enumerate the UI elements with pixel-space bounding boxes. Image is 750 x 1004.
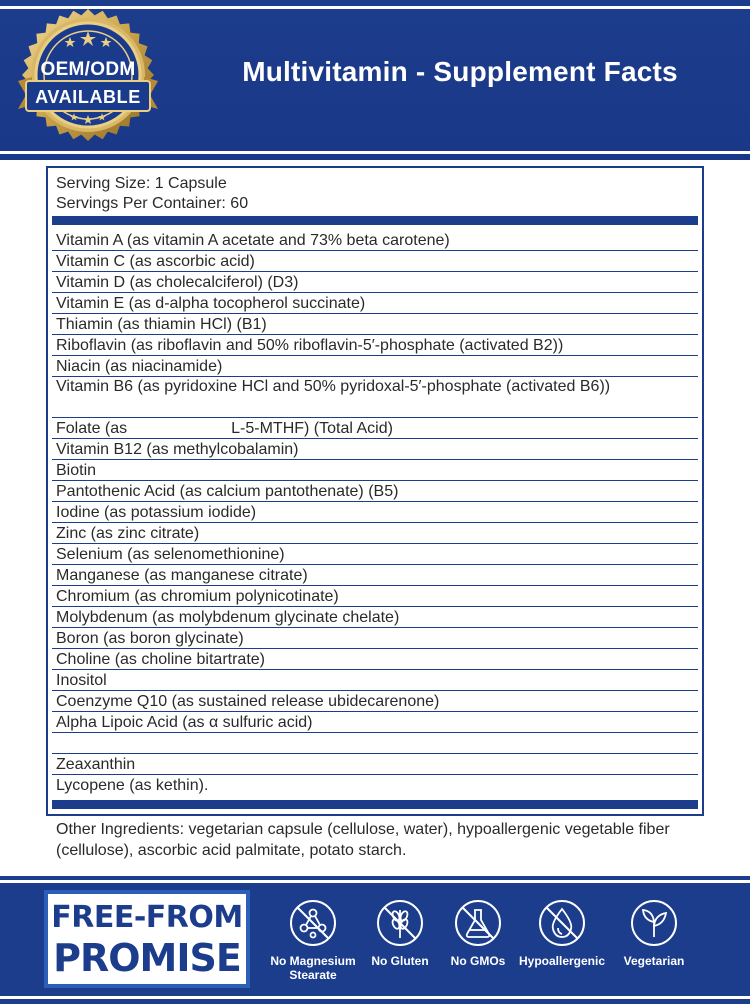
feature-vegetarian: [606, 898, 702, 968]
free-from-promise-box: [44, 890, 250, 988]
ingredient-row: Vitamin E (as d-alpha tocopherol succinate): [52, 293, 698, 314]
promise-line-2: PROMISE: [53, 936, 241, 980]
leaf-icon: [629, 898, 679, 948]
serving-size: Serving Size: 1 Capsule: [56, 175, 227, 192]
ingredient-row: Choline (as choline bitartrate): [52, 649, 698, 670]
ingredient-row: Molybdenum (as molybdenum glycinate chelate): [52, 607, 698, 628]
promise-line-1: FREE-FROM: [51, 900, 243, 935]
wheat-icon: [375, 898, 425, 948]
ingredient-row: Alpha Lipoic Acid (as α sulfuric acid): [52, 712, 698, 733]
ingredient-row: Thiamin (as thiamin HCl) (B1): [52, 314, 698, 335]
ingredient-row-blank: [52, 733, 698, 754]
ingredient-row: Vitamin D (as cholecalciferol) (D3): [52, 272, 698, 293]
feature-label: No GMOs: [450, 954, 506, 968]
feature-label: Hypoallergenic: [518, 954, 606, 968]
feature-label: No Magnesium Stearate: [270, 954, 356, 982]
footer-stripe-top: [0, 880, 750, 883]
ingredient-row: Vitamin C (as ascorbic acid): [52, 251, 698, 272]
ingredient-row: Vitamin A (as vitamin A acetate and 73% beta carotene): [52, 230, 698, 251]
page-title: Multivitamin - Supplement Facts: [242, 56, 678, 87]
footer-band: [0, 876, 750, 1004]
supplement-facts-panel: [46, 166, 704, 816]
badge-oem-odm-text: OEM/ODM: [40, 59, 136, 80]
ingredient-row: Selenium (as selenomethionine): [52, 544, 698, 565]
ingredient-row: Zeaxanthin: [52, 754, 698, 775]
feature-label: No Gluten: [371, 954, 429, 968]
footer-stripe-bottom: [0, 996, 750, 999]
ingredient-row: Riboflavin (as riboflavin and 50% riboflavin-5′-phosphate (activated B2)): [52, 335, 698, 356]
divider-bar-bottom: [52, 800, 698, 809]
feature-hypoallergenic: [514, 898, 610, 968]
flask-icon: [453, 898, 503, 948]
badge-available-text: AVAILABLE: [35, 87, 141, 107]
ingredient-row: Lycopene (as kethin).: [56, 777, 209, 794]
serving-info: [56, 174, 696, 214]
other-ingredients: Other Ingredients: vegetarian capsule (cellulose, water), hypoallergenic vegetable fiber (cellulose), ascorbic acid palmitate, potato starch.: [56, 821, 670, 859]
feature-no-magnesium-stearate: [265, 898, 361, 982]
ingredient-row: Niacin (as niacinamide): [52, 356, 698, 377]
ingredient-row: Vitamin B12 (as methylcobalamin): [52, 439, 698, 460]
ingredient-row: Manganese (as manganese citrate): [52, 565, 698, 586]
ingredient-row: Pantothenic Acid (as calcium pantothenate) (B5): [52, 481, 698, 502]
oem-odm-badge: [10, 5, 166, 151]
ingredient-row: Iodine (as potassium iodide): [52, 502, 698, 523]
header-stripe-bottom: [0, 151, 750, 154]
molecule-icon: [288, 898, 338, 948]
ingredient-row: Coenzyme Q10 (as sustained release ubidecarenone): [52, 691, 698, 712]
ingredient-row: Boron (as boron glycinate): [52, 628, 698, 649]
ingredient-row: Chromium (as chromium polynicotinate): [52, 586, 698, 607]
ingredient-row: Zinc (as zinc citrate): [52, 523, 698, 544]
ingredient-row: Biotin: [52, 460, 698, 481]
ingredient-list: [52, 230, 698, 796]
drop-icon: [537, 898, 587, 948]
ingredient-row: Vitamin B6 (as pyridoxine HCl and 50% pyridoxal-5′-phosphate (activated B6)): [52, 377, 698, 418]
feature-label: Vegetarian: [623, 954, 685, 968]
feature-no-gmos: [430, 898, 526, 968]
ingredient-row: Inositol: [52, 670, 698, 691]
divider-bar-top: [52, 216, 698, 225]
ingredient-row: Folate (as L-5-MTHF) (Total Acid): [52, 418, 698, 439]
servings-per-container: Servings Per Container: 60: [56, 195, 249, 212]
